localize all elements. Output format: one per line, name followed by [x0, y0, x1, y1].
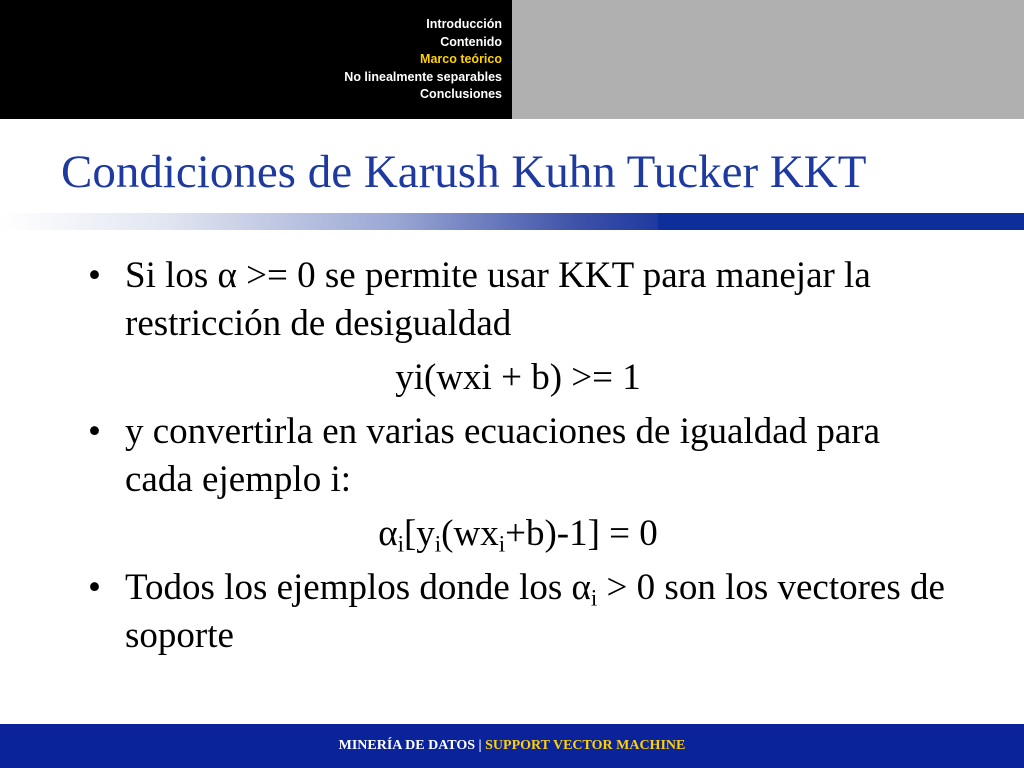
title-underline-solid: [658, 213, 1024, 230]
eq-part: (wx: [441, 513, 499, 554]
equation-equality: [88, 510, 948, 558]
bullet-marker: •: [88, 255, 101, 296]
bullet-text-part: Todos los ejemplos donde los α: [125, 567, 591, 608]
bullet-text: Si los α >= 0 se permite usar KKT para manejar la restricción de desigualdad: [125, 255, 871, 344]
nav-item-conclusiones[interactable]: Conclusiones: [420, 87, 502, 101]
slide-body: [88, 252, 948, 660]
slide-title: Condiciones de Karush Kuhn Tucker KKT: [61, 146, 867, 198]
eq-part: [y: [403, 513, 435, 554]
eq-part: α: [378, 513, 398, 554]
nav-panel: [0, 0, 512, 119]
nav-item-no-linealmente-separables[interactable]: No linealmente separables: [344, 69, 502, 84]
eq-subscript: i: [498, 531, 506, 557]
bullet-item: [88, 408, 948, 504]
footer-bar: [0, 724, 1024, 768]
bullet-marker: •: [88, 567, 101, 608]
footer-separator: |: [475, 738, 486, 753]
eq-part: +b)-1] = 0: [505, 513, 658, 554]
header-gray-panel: [512, 0, 1024, 119]
equation-inequality: yi(wxi + b) >= 1: [395, 357, 641, 398]
footer-course-title: MINERÍA DE DATOS: [338, 738, 476, 753]
eq-subscript: i: [397, 531, 404, 557]
bullet-item: [88, 252, 948, 348]
bullet-item: [88, 564, 948, 660]
nav-item-contenido[interactable]: Contenido: [440, 34, 502, 49]
bullet-text: [125, 567, 945, 656]
bullet-text: y convertirla en varias ecuaciones de igualdad para cada ejemplo i:: [125, 411, 881, 500]
bullet-subscript: i: [590, 585, 598, 611]
footer-topic: SUPPORT VECTOR MACHINE: [485, 738, 686, 753]
bullet-marker: •: [88, 411, 101, 452]
nav-list: [344, 16, 502, 104]
nav-item-marco-teorico[interactable]: Marco teórico: [420, 52, 502, 66]
title-underline-bar: [0, 213, 1024, 230]
nav-item-introduccion[interactable]: Introducción: [426, 17, 502, 31]
bullet-text-part: > 0 son los vectores de soporte: [125, 567, 945, 656]
title-underline-gradient: [0, 213, 658, 230]
eq-subscript: i: [434, 531, 442, 557]
